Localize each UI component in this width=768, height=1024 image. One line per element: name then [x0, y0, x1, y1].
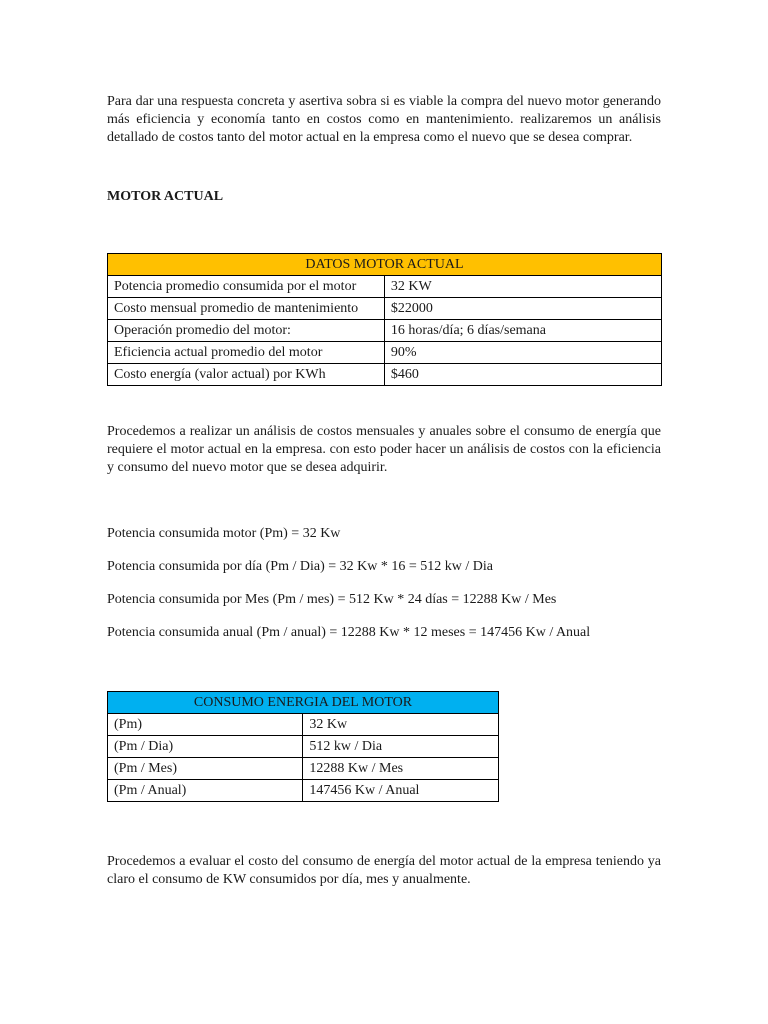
table-cell-value: $22000: [384, 298, 661, 320]
table-row: [108, 780, 499, 802]
table-cell-value: 147456 Kw / Anual: [303, 780, 499, 802]
table-row: [108, 298, 662, 320]
consumo-energia-table: [107, 691, 499, 802]
consumo-table-title: CONSUMO ENERGIA DEL MOTOR: [108, 692, 499, 714]
table-row: [108, 276, 662, 298]
analysis-paragraph: Procedemos a realizar un análisis de costos mensuales y anuales sobre el consumo de energía que requiere el motor actual en la empresa. con esto poder hacer un análisis de costos con la eficiencia y consumo del nuevo motor que se desea adquirir.: [107, 424, 661, 475]
table-cell-value: 32 KW: [384, 276, 661, 298]
table-row: [108, 758, 499, 780]
table-cell-label: (Pm / Dia): [108, 736, 303, 758]
table-cell-label: (Pm / Anual): [108, 780, 303, 802]
formula-line: Potencia consumida anual (Pm / anual) = 12288 Kw * 12 meses = 147456 Kw / Anual: [107, 625, 591, 640]
table-cell-label: Potencia promedio consumida por el motor: [108, 276, 385, 298]
table-row: [108, 342, 662, 364]
table-row: [108, 364, 662, 386]
table-cell-label: Costo energía (valor actual) por KWh: [108, 364, 385, 386]
table-cell-label: (Pm / Mes): [108, 758, 303, 780]
formula-line: Potencia consumida motor (Pm) = 32 Kw: [107, 526, 341, 541]
table-cell-value: 512 kw / Dia: [303, 736, 499, 758]
closing-paragraph: Procedemos a evaluar el costo del consumo de energía del motor actual de la empresa teniendo ya claro el consumo de KW consumidos por día, mes y anualmente.: [107, 854, 661, 887]
formula-line: Potencia consumida por Mes (Pm / mes) = 512 Kw * 24 días = 12288 Kw / Mes: [107, 592, 557, 607]
table-row: [108, 736, 499, 758]
table-cell-label: Operación promedio del motor:: [108, 320, 385, 342]
table-cell-value: 32 Kw: [303, 714, 499, 736]
intro-paragraph: Para dar una respuesta concreta y asertiva sobra si es viable la compra del nuevo motor generando más eficiencia y economía tanto en costos como en mantenimiento. realizaremos un análisis detallado de costos tanto del motor actual en la empresa como el nuevo que se desea comprar.: [107, 94, 661, 145]
table-cell-label: Eficiencia actual promedio del motor: [108, 342, 385, 364]
table-cell-label: (Pm): [108, 714, 303, 736]
table-row: [108, 714, 499, 736]
formula-line: Potencia consumida por día (Pm / Dia) = 32 Kw * 16 = 512 kw / Dia: [107, 559, 493, 574]
section-heading: MOTOR ACTUAL: [107, 189, 224, 204]
table-row: [108, 320, 662, 342]
table-cell-value: 90%: [384, 342, 661, 364]
table-cell-value: 12288 Kw / Mes: [303, 758, 499, 780]
table-cell-label: Costo mensual promedio de mantenimiento: [108, 298, 385, 320]
motor-data-table: [107, 253, 662, 386]
motor-table-title: DATOS MOTOR ACTUAL: [108, 254, 662, 276]
table-cell-value: 16 horas/día; 6 días/semana: [384, 320, 661, 342]
table-cell-value: $460: [384, 364, 661, 386]
